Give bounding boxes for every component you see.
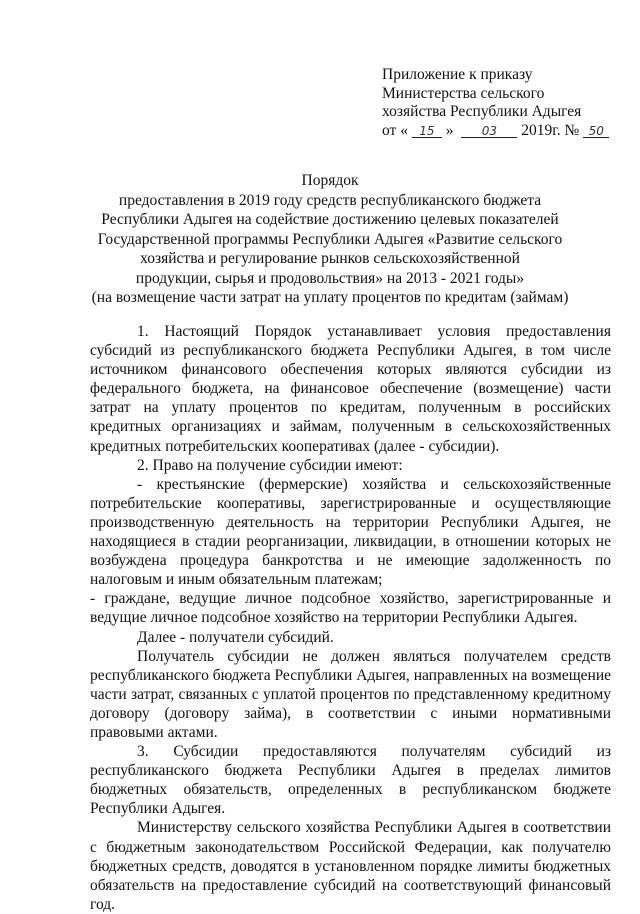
title-line: хозяйства и регулирование рынков сельскохозяйственной	[140, 250, 520, 267]
date-prefix: от «	[382, 121, 408, 139]
handwritten-month: 03	[461, 125, 517, 138]
paragraph-1: 1. Настоящий Порядок устанавливает условия предоставления субсидий из республиканского бюджета Республики Адыгея, в том числе источником финансового обеспечения которых являются субсидии из федерального бюджета, на финансовое обеспечение (возмещение) части затрат на уплату процентов по кредитам, полученным в российских кредитных организациях и займам, полученным в сельскохозяйственных кредитных потребительских кооперативах (далее - субсидии).	[90, 323, 611, 455]
date-mid: »	[445, 121, 454, 139]
appendix-line-1: Приложение к приказу	[382, 66, 533, 83]
title-line: (на возмещение части затрат на уплату процентов по кредитам (займам)	[91, 289, 569, 306]
paragraph-7: 3. Субсидии предоставляются получателям субсидий из республиканского бюджета Республики Адыгея в пределах лимитов бюджетных обязательств, определенных в республиканском бюджете Республики Адыгея.	[90, 743, 611, 818]
title-line: Республики Адыгея на содействие достижению целевых показателей	[101, 211, 559, 228]
title-line: продукции, сырья и продовольствия» на 2013 - 2021 годы»	[135, 269, 525, 287]
paragraph-2: 2. Право на получение субсидии имеют:	[137, 456, 403, 474]
title-line: предоставления в 2019 году средств республиканского бюджета	[118, 191, 542, 209]
appendix-date-line	[382, 122, 632, 141]
document-title	[80, 171, 580, 308]
appendix-block	[382, 66, 632, 140]
appendix-line-3: хозяйства Республики Адыгея	[382, 103, 582, 120]
handwritten-order-number: 50	[583, 125, 609, 138]
paragraph-4: - граждане, ведущие личное подсобное хозяйство, зарегистрированные и ведущие личное подсобное хозяйство на территории Республики Адыгея.	[90, 590, 611, 627]
paragraph-3: - крестьянские (фермерские) хозяйства и сельскохозяйственные потребительские кооперативы, зарегистрированные и осуществляющие производственную деятельность на территории Республики Адыгея, не находящиеся в стадии реорганизации, ликвидации, в отношении которых не возбуждена процедура банкротства и не имеющие задолженность по налоговым и иным обязательным платежам;	[90, 475, 611, 589]
title-heading: Порядок	[301, 172, 359, 189]
handwritten-day: 15	[412, 125, 442, 138]
paragraph-8: Министерству сельского хозяйства Республики Адыгея в соответствии с бюджетным законодательством Российской Федерации, как получателю бюджетных средств, доводятся в установленном порядке лимиты бюджетных обязательств на предоставление субсидий на соответствующий финансовый год.	[90, 819, 611, 913]
paragraph-6: Получатель субсидии не должен являться получателем средств республиканского бюджета Республики Адыгея, направленных на возмещение части затрат, связанных с уплатой процентов по представленному кредитному договору (договору займа), в соответствии с иными нормативными правовыми актами.	[90, 647, 611, 741]
document-body	[90, 322, 611, 914]
paragraph-5: Далее - получатели субсидий.	[137, 628, 334, 646]
date-year: 2019г. №	[521, 121, 580, 139]
title-line: Государственной программы Республики Адыгея «Развитие сельского	[97, 230, 563, 248]
appendix-line-2: Министерства сельского	[382, 84, 545, 102]
